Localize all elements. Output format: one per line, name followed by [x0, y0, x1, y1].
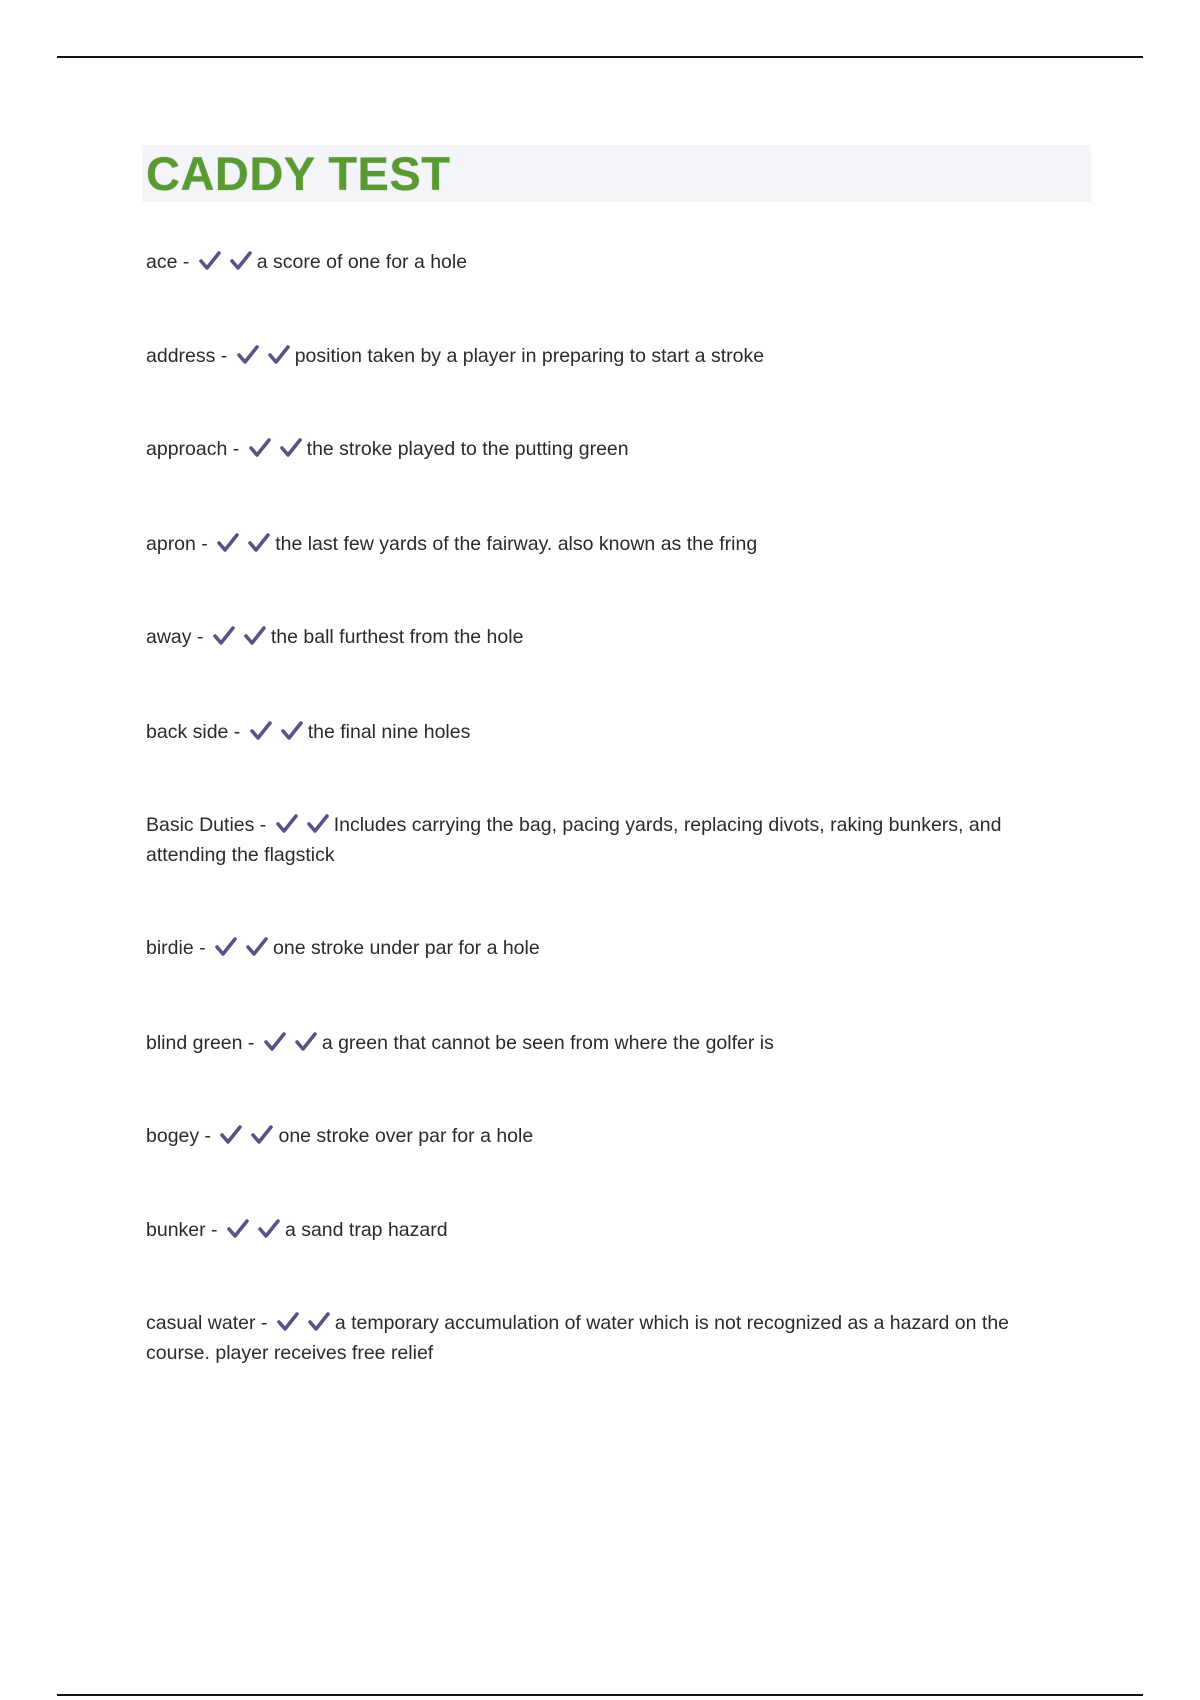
check-icon [244, 936, 270, 958]
entry-definition: position taken by a player in preparing to start a stroke [294, 345, 765, 367]
check-icon [218, 1124, 244, 1146]
check-icon [278, 437, 304, 459]
entry-term: away - [146, 626, 209, 648]
entry-term: Basic Duties - [146, 814, 272, 836]
entry-term: birdie - [146, 937, 212, 959]
list-item [146, 933, 1066, 963]
check-icon [262, 1031, 288, 1053]
entry-term: blind green - [146, 1032, 260, 1054]
entry-term: apron - [146, 533, 214, 555]
check-icon [228, 250, 254, 272]
bottom-rule [57, 1694, 1143, 1696]
entry-definition: a temporary accumulation of water which is not recognized as a hazard on the course. player receives free relief [146, 1312, 1010, 1364]
list-item [146, 1215, 1066, 1245]
top-rule [57, 56, 1143, 58]
entry-definition: one stroke under par for a hole [273, 937, 540, 959]
entry-definition: the stroke played to the putting green [306, 438, 629, 460]
entry-term: back side - [146, 721, 246, 743]
check-icon [306, 1311, 332, 1333]
entry-definition: the ball furthest from the hole [270, 626, 524, 648]
check-icon [247, 437, 273, 459]
check-icon [275, 1311, 301, 1333]
list-item [146, 1308, 1066, 1368]
entry-term: ace - [146, 251, 195, 273]
list-item [146, 434, 1066, 464]
check-icon [225, 1218, 251, 1240]
entry-definition: one stroke over par for a hole [278, 1125, 534, 1147]
check-icon [246, 532, 272, 554]
check-icon [305, 813, 331, 835]
check-icon [215, 532, 241, 554]
entry-definition: a score of one for a hole [256, 251, 468, 273]
check-icon [256, 1218, 282, 1240]
entry-definition: the last few yards of the fairway. also known as the fring [275, 533, 758, 555]
check-icon [211, 625, 237, 647]
check-icon [274, 813, 300, 835]
entry-term: casual water - [146, 1312, 273, 1334]
list-item [146, 247, 1066, 277]
entry-term: address - [146, 345, 233, 367]
list-item [146, 1028, 1066, 1058]
check-icon [249, 1124, 275, 1146]
entry-definition: the final nine holes [307, 721, 471, 743]
entry-definition: Includes carrying the bag, pacing yards, replacing divots, raking bunkers, and attending the flagstick [146, 814, 1002, 866]
check-icon [197, 250, 223, 272]
check-icon [213, 936, 239, 958]
check-icon [279, 720, 305, 742]
entry-term: bogey - [146, 1125, 217, 1147]
list-item [146, 341, 1066, 371]
page-title: CADDY TEST [146, 147, 451, 200]
check-icon [293, 1031, 319, 1053]
list-item [146, 810, 1066, 870]
entry-definition: a green that cannot be seen from where the golfer is [321, 1032, 774, 1054]
entry-term: bunker - [146, 1219, 223, 1241]
check-icon [242, 625, 268, 647]
entry-definition: a sand trap hazard [284, 1219, 448, 1241]
list-item [146, 717, 1066, 747]
entry-term: approach - [146, 438, 245, 460]
list-item [146, 1121, 1066, 1151]
check-icon [248, 720, 274, 742]
list-item [146, 622, 1066, 652]
check-icon [266, 344, 292, 366]
list-item [146, 529, 1066, 559]
check-icon [235, 344, 261, 366]
